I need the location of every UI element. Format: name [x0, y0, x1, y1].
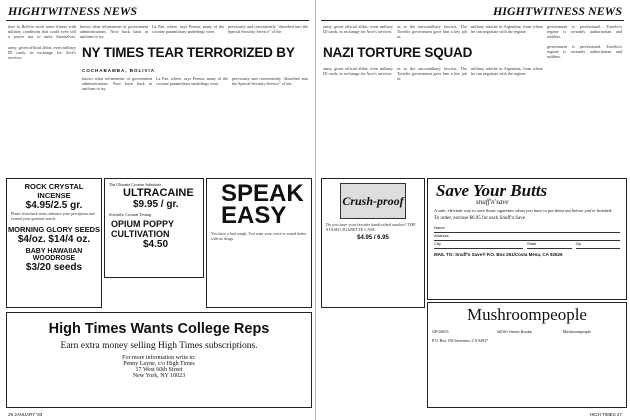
mushroompeople-ad: Mushroompeople SPORES NEW! Home Books Mushroompeople P.O. Box 158 Inverness, CA 94937 [427, 302, 627, 408]
article-column: military attache in Argentina, from where he can negotiate with the regime. [471, 24, 543, 34]
headline-left: NY TIMES TEAR TERRORIZED BY [82, 45, 295, 60]
page-number-left: 26 JANUARY '83 [8, 412, 43, 417]
section-title-left: HIGHTWITNESS NEWS [8, 4, 138, 18]
article-column: knows what refinements of government administrations. Now back back in uniform to try. [82, 76, 152, 91]
college-reps-ad: High Times Wants College Reps Earn extra money selling High Times subscriptions. For more information write to: Penny Layne, c/o High Times 17 West 60th Street New York, NY 10023 [6, 312, 312, 408]
article-column: army, given official alibis, even military ID cards, in exchange for Arce's services. [8, 45, 76, 60]
article-column: government is professional. Torrelio's regime is certainly authoritarian and ruthless. [547, 44, 622, 59]
article-column: knows what refinements of government administrations. Now back back in uniform to try. [80, 24, 148, 39]
zip-field[interactable]: Zip [576, 241, 621, 249]
city-field[interactable]: City [434, 241, 523, 249]
crystal-incense-ad: ROCK CRYSTAL INCENSE $4.95/2.5 gr. Plants from bark resin, enhance your perception and extend your spiritual search. MORNING GLORY SEEDS $4/oz. $14/4 oz. BABY HAWAIIAN WOODROSE $3/20 seeds [6, 178, 102, 308]
right-page [315, 0, 630, 420]
ultracaine-ad: The Ultimate Cocaine Substitute ULTRACAINE $9.95 / gr. Scientific Cocaine Testing OPIUM POPPY CULTIVATION $4.50 [104, 178, 204, 278]
article-column: as to the narcomilitary fascists. The Torrelio government gave him a key job as [397, 24, 467, 39]
name-field[interactable]: Name [434, 225, 620, 233]
headline-right: NAZI TORTURE SQUAD [323, 45, 473, 60]
section-title-right: HIGHTWITNESS NEWS [492, 4, 622, 18]
article-column: La Paz, where, says Prensa, many of the cocaine paramilitary underlings were. [156, 76, 228, 86]
speak-easy-ad: SPEAK EASY You have a bad cough. You want your voice to sound better with no drugs. [206, 178, 312, 308]
save-your-butts-ad: Save Your Butts snuff'n'save A safe, efficient way to save those cigarettes when you have to put them out before you're finished. To order, enclose $6.95 for each Snuff'n Save Name Address City State Zip MAIL TO: Snuff'n Save® P.O. Box 251/Costa Mesa, CA 92626 [427, 178, 627, 300]
article-column: previously and conveniently "absorbed into the Special Security Service" of the [228, 24, 308, 34]
article-column: government is professional. Torrelio's regime is certainly authoritarian and ruthless. [547, 24, 622, 39]
address-field[interactable]: Address [434, 233, 620, 241]
article-column: army, given official alibis, even military ID cards, in exchange for Arce's services. [323, 24, 393, 34]
article-column: military attache in Argentina, from where he can negotiate with the regime. [471, 66, 543, 76]
article-column: army, given official alibis, even military ID cards, in exchange for Arce's services. [323, 66, 393, 76]
article-column: La Paz, where, says Prensa, many of the cocaine paramilitary underlings were. [152, 24, 224, 34]
article-column: as to the narcomilitary fascists. The Torrelio government gave him a key job as [397, 66, 467, 81]
page-number-right: HIGH TIMES 27 [589, 412, 622, 417]
article-column: ities in Bolivia work some fitness with military conditions that could even sell a power nor to unite themselves. [8, 24, 76, 39]
crush-proof-ad: Crush-proof Do you have your favorite handcrafted smokes? THE STASH CIGARETTE CASE. $4.95 / 6.95 [321, 178, 425, 308]
dateline: COCHABAMBA, BOLIVIA [82, 68, 155, 73]
state-field[interactable]: State [527, 241, 572, 249]
article-column: previously and conveniently "absorbed into the Special Security Service" of the [232, 76, 308, 86]
